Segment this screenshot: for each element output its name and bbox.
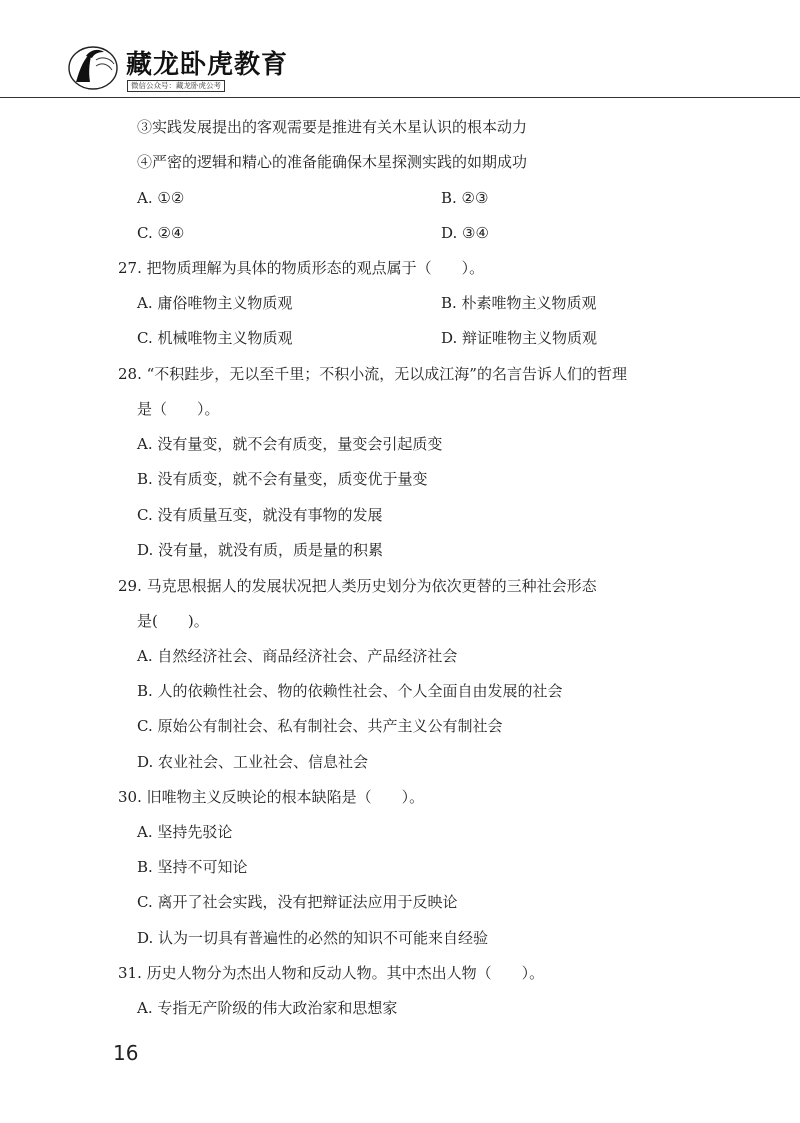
header-divider: [0, 97, 800, 98]
q30-option-a: A. 坚持先驳论: [137, 823, 233, 841]
q31-option-a: A. 专指无产阶级的伟大政治家和思想家: [137, 999, 398, 1017]
q29-stem-line2: 是( )。: [137, 612, 209, 630]
continuation-statement-4: ④严密的逻辑和精心的准备能确保木星探测实践的如期成功: [137, 153, 528, 171]
q29-stem-line1: 29. 马克思根据人的发展状况把人类历史划分为依次更替的三种社会形态: [118, 577, 597, 595]
q30-stem: 30. 旧唯物主义反映论的根本缺陷是（ ）。: [118, 788, 425, 806]
q29-option-b: B. 人的依赖性社会、物的依赖性社会、个人全面自由发展的社会: [137, 682, 563, 700]
q27-option-b: B. 朴素唯物主义物质观: [441, 294, 597, 312]
continuation-statement-3: ③实践发展提出的客观需要是推进有关木星认识的根本动力: [137, 118, 528, 136]
q30-option-d: D. 认为一切具有普遍性的必然的知识不可能来自经验: [137, 929, 489, 947]
page-header: [0, 0, 800, 100]
q29-option-a: A. 自然经济社会、商品经济社会、产品经济社会: [137, 647, 458, 665]
page-number: 16: [113, 1041, 139, 1065]
continuation-option-c: C. ②④: [137, 224, 185, 242]
brand-subtitle: 微信公众号：藏龙卧虎公考: [127, 80, 225, 92]
brand-title: 藏龙卧虎教育: [126, 50, 289, 80]
logo-icon: [66, 42, 120, 92]
continuation-option-b: B. ②③: [441, 189, 489, 207]
q29-option-c: C. 原始公有制社会、私有制社会、共产主义公有制社会: [137, 717, 503, 735]
q27-stem: 27. 把物质理解为具体的物质形态的观点属于（ ）。: [118, 259, 485, 277]
q28-option-a: A. 没有量变，就不会有质变，量变会引起质变: [137, 435, 443, 453]
q28-stem-line1: 28. “不积跬步，无以至千里；不积小流，无以成江海”的名言告诉人们的哲理: [118, 365, 627, 383]
q27-option-d: D. 辩证唯物主义物质观: [441, 329, 598, 347]
q28-stem-line2: 是（ ）。: [137, 400, 220, 418]
q27-option-c: C. 机械唯物主义物质观: [137, 329, 293, 347]
q28-option-c: C. 没有质量互变，就没有事物的发展: [137, 506, 383, 524]
q29-option-d: D. 农业社会、工业社会、信息社会: [137, 753, 369, 771]
q28-option-d: D. 没有量，就没有质，质是量的积累: [137, 541, 384, 559]
q30-option-c: C. 离开了社会实践，没有把辩证法应用于反映论: [137, 893, 458, 911]
q30-option-b: B. 坚持不可知论: [137, 858, 248, 876]
continuation-option-d: D. ③④: [441, 224, 489, 242]
q28-option-b: B. 没有质变，就不会有量变，质变优于量变: [137, 470, 428, 488]
continuation-option-a: A. ①②: [137, 189, 185, 207]
q31-stem: 31. 历史人物分为杰出人物和反动人物。其中杰出人物（ ）。: [118, 964, 545, 982]
q27-option-a: A. 庸俗唯物主义物质观: [137, 294, 293, 312]
